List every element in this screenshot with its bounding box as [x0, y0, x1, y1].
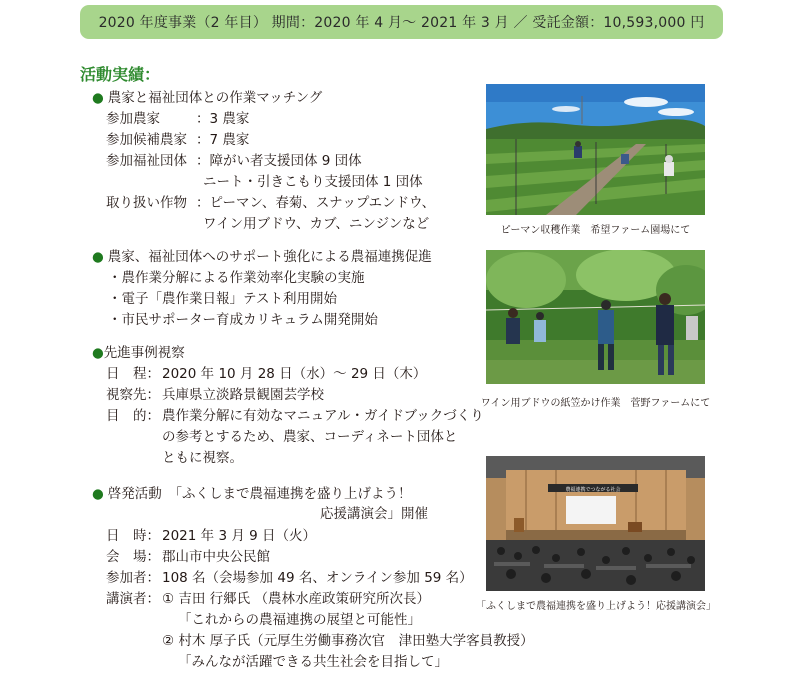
photo-caption: 「ふくしまで農福連携を盛り上げよう！応援講演会」: [476, 601, 716, 612]
visit-purpose-label: 目 的：: [106, 408, 160, 424]
event-attendees-value: 108 名（会場参加 49 名、オンライン参加 59 名）: [162, 570, 473, 586]
section1-title: 農家と福祉団体との作業マッチング: [107, 90, 323, 106]
section2-item: ・市民サポーター育成カリキュラム開発開始: [108, 312, 378, 328]
section1-row-value: [196, 110, 249, 128]
event-speakers-label: 講演者：: [106, 591, 160, 607]
section1-row-value: [196, 194, 435, 212]
section3-title: 先進事例視察: [103, 345, 185, 361]
event-venue-label: 会 場：: [106, 549, 160, 565]
activity-results-heading: 活動実績：: [80, 65, 161, 84]
photo-vineyard-work: [486, 250, 705, 384]
section1-row: [106, 131, 187, 149]
section4-title: 啓発活動 「ふくしまで農福連携を盛り上げよう！: [107, 486, 412, 502]
row-value: ：障がい者支援団体 9 団体: [196, 153, 362, 169]
visit-purpose-line: ともに視察。: [162, 450, 243, 466]
row-value: ：7 農家: [196, 132, 250, 148]
row-label: 参加農家: [106, 111, 187, 127]
photo-caption: ピーマン収穫作業 希望ファーム園場にて: [500, 225, 691, 236]
row-label: 取り扱い作物: [106, 195, 187, 211]
visit-date-label: 日 程：: [106, 366, 160, 382]
bullet-icon: ●: [92, 345, 104, 361]
speaker-2-talk-title: 「みんなが活躍できる共生社会を目指して」: [178, 654, 448, 670]
visit-purpose-line: 農作業分解に有効なマニュアル・ガイドブックづくり: [162, 408, 484, 424]
speaker-2: ② 村木 厚子氏（元厚生労働事務次官 津田塾大学客員教授）: [162, 633, 534, 649]
visit-place-value: 兵庫県立淡路景観園芸学校: [162, 387, 324, 403]
bullet-icon: ●: [92, 486, 104, 502]
section4-title-cont: 応援講演会」開催: [320, 506, 428, 522]
section2-item: ・電子「農作業日報」テスト利用開始: [108, 291, 337, 307]
bullet-icon: ●: [92, 249, 104, 265]
row-value: ：3 農家: [196, 111, 250, 127]
row-value: ：ピーマン、春菊、スナップエンドウ、: [196, 195, 436, 211]
section1-row: [106, 194, 187, 212]
section1-row-value: [196, 131, 249, 149]
photo-lecture-event: [486, 456, 705, 591]
event-date-value: 2021 年 3 月 9 日（火）: [162, 528, 316, 544]
bullet-icon: ●: [92, 90, 104, 106]
row-label: 参加福祉団体: [106, 153, 187, 169]
section4-title-line: [92, 485, 412, 503]
banner-text: 2020 年度事業（2 年目） 期間：2020 年 4 月～ 2021 年 3 月 ／ 受託金額：10,593,000 円: [98, 15, 705, 31]
section2-item: ・農作業分解による作業効率化実験の実施: [108, 270, 365, 286]
photo-caption: ワイン用ブドウの紙笠かけ作業 菅野ファームにて: [480, 398, 711, 409]
section1-row-value: [203, 173, 423, 191]
row-label: 参加候補農家: [106, 132, 187, 148]
section1-row: [106, 110, 187, 128]
section2-title: 農家、福祉団体へのサポート強化による農福連携促進: [107, 249, 432, 265]
photo-pepper-harvest: [486, 84, 705, 215]
section3-title-line: [92, 344, 185, 362]
visit-date-value: 2020 年 10 月 28 日（水）～ 29 日（木）: [162, 366, 427, 382]
speaker-1-talk-title: 「これからの農福連携の展望と可能性」: [178, 612, 421, 628]
visit-place-label: 視察先：: [106, 387, 160, 403]
row-value: ニート・引きこもり支援団体 1 団体: [203, 174, 423, 190]
visit-purpose-line: の参考とするため、農家、コーディネート団体と: [162, 429, 458, 445]
event-venue-value: 郡山市中央公民館: [162, 549, 270, 565]
screen-banner-text: 農福連携でつながる社会: [565, 487, 621, 493]
section2-title-line: [92, 248, 432, 266]
speaker-1: ① 吉田 行郷氏 （農林水産政策研究所次長）: [162, 591, 430, 607]
section1-row-value: [196, 152, 362, 170]
section1-title-line: [92, 89, 322, 107]
section1-row-value: [203, 215, 429, 233]
section1-row: [106, 152, 187, 170]
project-period-banner: [80, 5, 723, 39]
row-value: ワイン用ブドウ、カブ、ニンジンなど: [203, 216, 430, 232]
event-date-label: 日 時：: [106, 528, 160, 544]
event-attendees-label: 参加者：: [106, 570, 160, 586]
